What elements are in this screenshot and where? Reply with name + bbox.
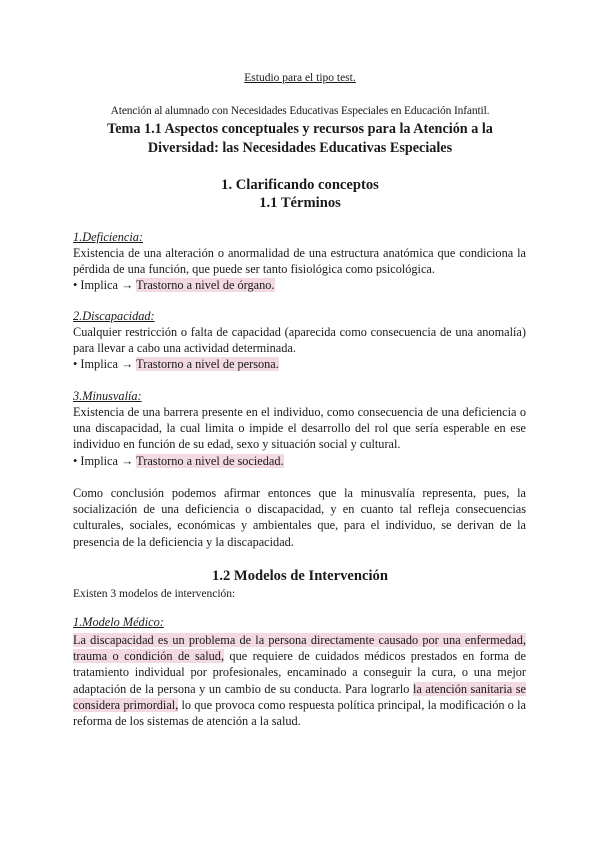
implica-highlight: Trastorno a nivel de sociedad.: [136, 453, 284, 468]
model1-highlight-1: La discapacidad es un problema de la persona directamente causado por una enfermedad, trauma o condición de salud,: [73, 633, 526, 664]
model1-paragraph: [73, 632, 526, 729]
section1-subtitle: 1.1 Términos: [259, 195, 341, 211]
implica-prefix: • Implica →: [73, 278, 137, 293]
definition-text: Cualquier restricción o falta de capacidad (aparecida como consecuencia de una anomalía) para llevar a cabo una actividad determinada.: [73, 325, 526, 356]
conclusion-paragraph: [73, 485, 526, 550]
term-heading-text: 1.Deficiencia:: [73, 230, 143, 244]
model1-heading: [73, 615, 164, 630]
term-definition-discapacidad: [73, 324, 526, 373]
term-heading-text: 3.Minusvalía:: [73, 389, 142, 403]
implica-highlight: Trastorno a nivel de persona.: [136, 357, 279, 372]
term-definition-minusvalia: [73, 404, 526, 469]
term-definition-deficiencia: [73, 245, 526, 294]
topic-title-line1: Tema 1.1 Aspectos conceptuales y recursos para la Atención a la: [107, 121, 493, 137]
term-heading-minusvalia: [73, 389, 142, 404]
term-heading-discapacidad: [73, 309, 155, 324]
definition-text: Existencia de una barrera presente en el individuo, como consecuencia de una deficiencia o una discapacidad, la cual limita o impide el desarrollo del rol que sería esperable en ese individuo en función de su edad, sexo y situación social y cultural.: [73, 405, 526, 452]
implica-line: [73, 277, 526, 293]
model1-text-1: que requiere de cuidados médicos prestados en forma de tratamiento individual por profesionales, encaminado a conseguir la cura, o una mejor adaptación de la persona y un cambio de su conducta. Para lograrlo: [73, 649, 526, 696]
study-note: Estudio para el tipo test.: [244, 72, 356, 84]
implica-highlight: Trastorno a nivel de órgano.: [136, 278, 275, 293]
model1-text: [73, 632, 526, 729]
model1-text-2: lo que provoca como respuesta política principal, la modificación o la reforma de los sistemas de atención a la salud.: [73, 697, 526, 729]
implica-prefix: • Implica →: [73, 357, 137, 372]
term-heading-text: 2.Discapacidad:: [73, 309, 155, 323]
course-name: Atención al alumnado con Necesidades Educativas Especiales en Educación Infantil.: [110, 105, 490, 117]
definition-text: Existencia de una alteración o anormalidad de una estructura anatómica que condiciona la pérdida de una función, que puede ser tanto fisiológica como psicológica.: [73, 246, 526, 277]
implica-line: [73, 356, 526, 372]
section1-title: 1. Clarificando conceptos: [221, 177, 379, 193]
model1-highlight-2: la atención sanitaria se considera primordial,: [73, 681, 526, 712]
model1-heading-text: 1.Modelo Médico:: [73, 615, 164, 629]
term-heading-deficiencia: [73, 230, 143, 245]
topic-title-line2: Diversidad: las Necesidades Educativas Especiales: [147, 140, 453, 156]
implica-prefix: • Implica →: [73, 453, 137, 468]
conclusion-text: Como conclusión podemos afirmar entonces que la minusvalía representa, pues, la socialización de una deficiencia o discapacidad, y en cuanto tal refleja consecuencias culturales, sociales, económicas y ambientales que, para el individuo, se derivan de la presencia de la deficiencia y la discapacidad.: [73, 486, 526, 549]
implica-line: [73, 453, 526, 469]
section2-title: 1.2 Modelos de Intervención: [212, 568, 388, 584]
section2-intro: Existen 3 modelos de intervención:: [73, 588, 236, 600]
